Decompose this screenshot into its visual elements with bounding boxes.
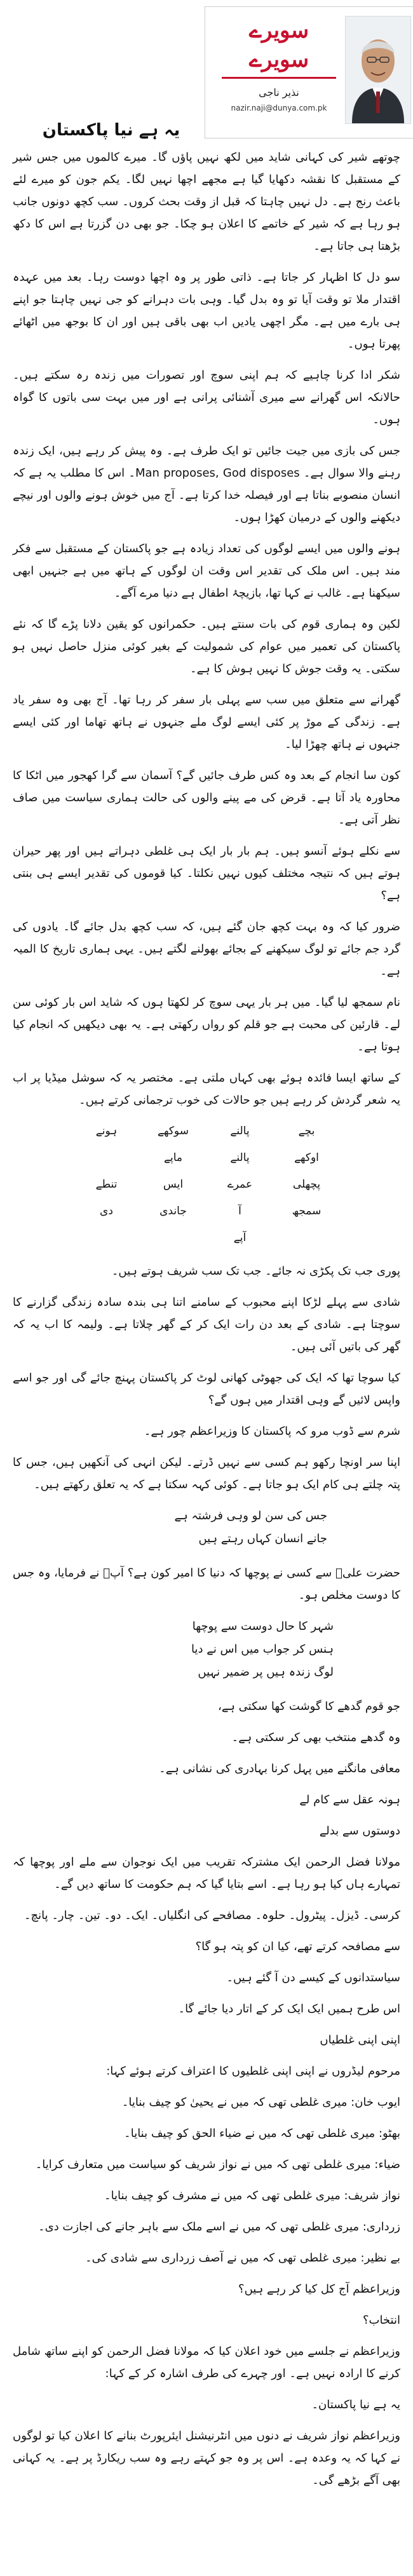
paragraph: ہونے والوں میں ایسے لوگوں کی تعداد زیادہ ہے جو پاکستان کے مستقبل سے فکر مند ہیں۔ اس ملک کی تقدیر اس وقت ان لوگوں کے ہاتھ میں ہے جنہیں ابھی سیکھنا ہے۔ غالب نے کہا تھا، بازیچۂ اطفال ہے دنیا مرے آگے۔ — [13, 542, 400, 600]
poem-word: پالنے — [230, 1151, 250, 1164]
poem-word: ہونے — [95, 1125, 118, 1137]
paragraph: شادی سے پہلے لڑکا اپنے محبوب کے سامنے اتنا ہی بندہ سادہ زندگی گزارنے کا سوچتا ہے۔ شادی کے بعد دن رات ایک کر کے گھر چلاتا ہے۔ ولیمہ کا اب یہ کہ گھر کی باتیں آئی ہیں۔ — [13, 1296, 400, 1353]
article-body — [13, 146, 400, 2491]
closing-paragraph: وزیراعظم نواز شریف نے دنوں میں انٹرنیشنل ایئرپورٹ بنانے کا اعلان کیا تو لوگوں نے کہا کہ یہ وعدہ ہے۔ اس پر وہ جو کہتے رہے وہ سب ریکارڈ پر ہے۔ یہ کہانی بھی آگے بڑھے گی۔ — [13, 2429, 400, 2487]
list-item: ضیاء: میری غلطی تھی کہ میں نے نواز شریف کو سیاست میں متعارف کرایا۔ — [35, 2158, 400, 2171]
author-portrait-icon — [346, 17, 410, 123]
closing-line: انتخاب؟ — [362, 2314, 400, 2327]
paragraph: سیاستدانوں کے کیسے دن آ گئے ہیں۔ — [226, 1971, 400, 1984]
author-email[interactable]: nazir.naji@dunya.com.pk — [231, 104, 327, 112]
poem-word — [73, 1228, 140, 1247]
poem-word — [140, 1228, 207, 1247]
poem-word: ایس — [163, 1178, 184, 1191]
paragraph: کرسی۔ ڈیزل۔ پیٹرول۔ حلوہ۔ مصافحے کی انگلیاں۔ ایک۔ دو۔ تین۔ چار۔ پانچ۔ — [24, 1909, 400, 1922]
paragraph: نام سمجھ لیا گیا۔ میں ہر بار یہی سوچ کر لکھتا ہوں کہ شاید اس بار کوئی سن لے۔ قارئین کی محبت ہے جو قلم کو رواں رکھتی ہے۔ یہ بھی دیکھیں کہ انجام کیا ہوتا ہے۔ — [13, 996, 400, 1054]
short-line: وہ گدھے منتخب بھی کر سکتی ہے۔ — [231, 1731, 400, 1744]
headline: یہ ہے نیا پاکستان — [42, 121, 180, 140]
short-line: معافی مانگنے میں پہل کرنا بہادری کی نشانی ہے۔ — [159, 1762, 400, 1775]
paragraph: اپنا سر اونچا رکھو ہم کسی سے نہیں ڈرتے۔ لیکن انہی کی آنکھیں ہیں، جس کا پتہ چلتے ہی کام ایک ہو جاتا ہے۔ کوئی کہہ سکتا ہے کہ یہ تعلق رکھتے ہیں۔ — [13, 1456, 400, 1491]
poem-word: آپے — [233, 1231, 247, 1244]
paragraph: کون سا انجام کے بعد وہ کس طرف جائیں گے؟ آسمان سے گرا کھجور میں اٹکا کا محاورہ یاد آتا ہے۔ قرض کی مے پینے والوں کی حالت ہماری سیاست میں صاف نظر آتی ہے۔ — [13, 769, 400, 827]
couplet — [86, 1505, 327, 1550]
paragraph: پوری جب تک پکڑی نہ جائے۔ جب تک سب شریف ہوتے ہیں۔ — [111, 1264, 400, 1278]
masthead — [13, 0, 400, 146]
poem-word: ماپے — [164, 1151, 182, 1164]
column-name: سویرے سویرے — [248, 18, 309, 72]
paragraph: سو دل کا اظہار کر جاتا ہے۔ ذاتی طور پر وہ اچھا دوست رہا۔ بعد میں عہدہ اقتدار ملا تو وقت آیا تو وہ بدل گیا۔ وہی بات دہرانے کو جی نہیں چاہتا جو اپنے ہی بارے میں ہے۔ مگر اچھی یادیں اب بھی باقی ہیں اور ان کا بوجھ میں اٹھائے پھرتا ہوں۔ — [13, 271, 400, 351]
closing-line: وزیراعظم آج کل کیا کر رہے ہیں؟ — [238, 2282, 400, 2296]
paragraph: ضرور کیا کہ وہ بہت کچھ جان گئے ہیں، کہ سب کچھ بدل جائے گا۔ یادوں کی گرد جم جائے تو لوگ سیکھنے کے بجائے بھولنے لگتے ہیں۔ یہی ہماری تاریخ کا المیہ ہے۔ — [13, 920, 400, 978]
list-item: بھٹو: میری غلطی تھی کہ میں نے ضیاء الحق کو چیف بنایا۔ — [124, 2127, 400, 2140]
poem-word: سوکھے — [158, 1125, 189, 1137]
poem-line: ہنس کر جواب میں اس نے دیا — [191, 1643, 334, 1656]
poem-line: جانے انسان کہاں رہتے ہیں — [198, 1532, 327, 1545]
closing-line: یہ ہے نیا پاکستان۔ — [311, 2398, 400, 2411]
poem-line: شہر کا حال دوست سے پوچھا — [192, 1620, 334, 1633]
paragraph: مولانا فضل الرحمن ایک مشترکہ تقریب میں ایک نوجوان سے ملے اور پوچھا کہ تمہارے ہاں کیا ہو رہا ہے۔ اسے بتایا گیا کہ ہم حکومت کا ساتھ دیں گے۔ — [13, 1855, 400, 1891]
poem-word: دی — [100, 1205, 113, 1217]
poem-word: سمجھ — [292, 1205, 322, 1217]
poem-word: بچے — [298, 1125, 315, 1137]
paragraph: گھرانے سے متعلق میں سب سے پہلی بار سفر کر رہا تھا۔ آج بھی وہ سفر یاد ہے۔ زندگی کے موڑ پر کئی ایسے لوگ ملے جنہوں نے ہاتھ تھاما اور کئی ایسے جنہوں نے ہاتھ چھڑا لیا۔ — [13, 693, 400, 751]
section-intro: مرحوم لیڈروں نے اپنی اپنی غلطیوں کا اعتراف کرتے ہوئے کہا: — [106, 2064, 400, 2078]
paragraph: کے ساتھ ایسا فائدہ ہوئے بھی کہاں ملتی ہے۔ مختصر یہ کہ سوشل میڈیا پر اب یہ شعر گردش کر رہے ہیں جو حالات کی خوب ترجمانی کرتے ہیں۔ — [13, 1071, 400, 1107]
column-header-text — [215, 16, 342, 112]
paragraph: اس طرح ہمیں ایک ایک کر کے اتار دیا جائے گا۔ — [178, 2002, 400, 2016]
author-photo — [345, 16, 411, 124]
paragraph: سے نکلے ہوئے آنسو ہیں۔ ہم بار بار ایک ہی غلطی دہراتے ہیں اور پھر حیران ہوتے ہیں کہ نتیجہ مختلف کیوں نہیں نکلتا۔ کیا قوموں کی تقدیر ایسے ہی بنتی ہے؟ — [13, 844, 400, 902]
poem-word: اوکھے — [294, 1151, 319, 1164]
poem-line: لوگ زندہ ہیں پر ضمیر نہیں — [198, 1665, 334, 1679]
list-item: بے نظیر: میری غلطی تھی کہ میں نے آصف زرداری سے شادی کی۔ — [85, 2251, 400, 2265]
paragraph: سے مصافحہ کرتے تھے، کیا ان کو پتہ ہو گا؟ — [195, 1940, 400, 1953]
paragraph: چوتھے شیر کی کہانی شاید میں لکھ نہیں پاؤں گا۔ میرے کالموں میں جس شیر کے مستقبل کا نقشہ دکھایا گیا ہے مجھے اچھا نہیں لگا۔ یکم جون کو میرے لئے باعث رنج ہے۔ دل نہیں چاہتا کہ قبل از وقت بحث کروں۔ سب کچھ دونوں جانب ہو رہا ہے کہ شیر کے خاتمے کا اعلان ہو چکا۔ جو بھی دن گزرتا ہے اس کا دکھ بڑھتا ہی جاتا ہے۔ — [13, 151, 400, 253]
poem-word: عمرے — [227, 1178, 253, 1191]
paragraph: شکر ادا کرنا چاہیے کہ ہم اپنی سوچ اور تصورات میں زندہ رہ سکتے ہیں۔ حالانکہ اس گھرانے سے میری آشنائی پرانی ہے اور میں بہت سی باتوں کا گواہ ہوں۔ — [13, 369, 400, 426]
poem-line: جس کی سن لو وہی فرشتہ ہے — [174, 1509, 327, 1522]
punjabi-poem — [73, 1122, 340, 1247]
poem-word: تنطے — [95, 1178, 118, 1191]
paragraph: کیا سوچا تھا کہ ایک کی جھوٹی کھانی لوٹ کر پاکستان پہنچ جائے گی اور جو اسے واپس لائیں گے وہی اقتدار میں ہوں گے؟ — [13, 1371, 400, 1407]
short-line: ہونہ عقل سے کام لے — [299, 1793, 400, 1807]
short-line: جو قوم گدھے کا گوشت کھا سکتی ہے، — [218, 1700, 400, 1713]
poem-word: آ — [238, 1205, 241, 1217]
poem-word: پچھلی — [292, 1178, 321, 1191]
paragraph: شرم سے ڈوب مرو کہ پاکستان کا وزیراعظم چور ہے۔ — [144, 1425, 400, 1438]
paragraph: حضرت علیؓ سے کسی نے پوچھا کہ دنیا کا امیر کون ہے؟ آپؓ نے فرمایا، وہ جس کا دوست مخلص ہو۔ — [13, 1566, 400, 1602]
paragraph: لکین وہ ہماری قوم کی بات سنتے ہیں۔ حکمرانوں کو یقین دلانا پڑے گا کہ نئے پاکستان کی تعمیر میں عوام کی شمولیت کے بغیر کوئی منزل حاصل نہیں ہو سکتی۔ یہ وقت جوش کا نہیں ہوش کا ہے۔ — [13, 618, 400, 675]
list-item: زرداری: میری غلطی تھی کہ میں نے اسے ملک سے باہر جانے کی اجازت دی۔ — [38, 2220, 400, 2234]
closing-paragraph: وزیراعظم نے جلسے میں خود اعلان کیا کہ مولانا فضل الرحمن کو اپنے ساتھ شامل کرنے کا ارادہ نہیں ہے۔ اور چہرے کی طرف اشارہ کر کے کہا: — [13, 2345, 400, 2380]
poem-word — [73, 1148, 140, 1167]
poem-word: پالنے — [230, 1125, 250, 1137]
section-title: اپنی اپنی غلطیاں — [320, 2033, 400, 2047]
list-item: ایوب خان: میری غلطی تھی کہ میں نے یحییٰ کو چیف بنایا۔ — [121, 2096, 400, 2109]
paragraph: جس کی بازی میں جیت جائیں تو ایک طرف ہے۔ وہ پیش کر رہے ہیں، ایک زندہ رہنے والا سوال ہے۔ Man proposes, God disposes۔ اس کا مطلب یہ ہے کہ انسان منصوبے بناتا ہے اور فیصلہ خدا کرتا ہے۔ آج میں خوش ہونے والوں اور نیچے دیکھنے والوں کے درمیان کھڑا ہوں۔ — [13, 444, 400, 524]
column-name-underline — [222, 77, 336, 79]
author-name: نذیر ناجی — [259, 86, 299, 98]
poem — [79, 1615, 334, 1684]
poem-word: جاندی — [159, 1205, 187, 1217]
column-header-box — [205, 6, 413, 139]
short-line: دوستوں سے بدلے — [319, 1824, 400, 1838]
list-item: نواز شریف: میری غلطی تھی کہ میں نے مشرف کو چیف بنایا۔ — [104, 2189, 400, 2202]
poem-word — [273, 1228, 340, 1247]
